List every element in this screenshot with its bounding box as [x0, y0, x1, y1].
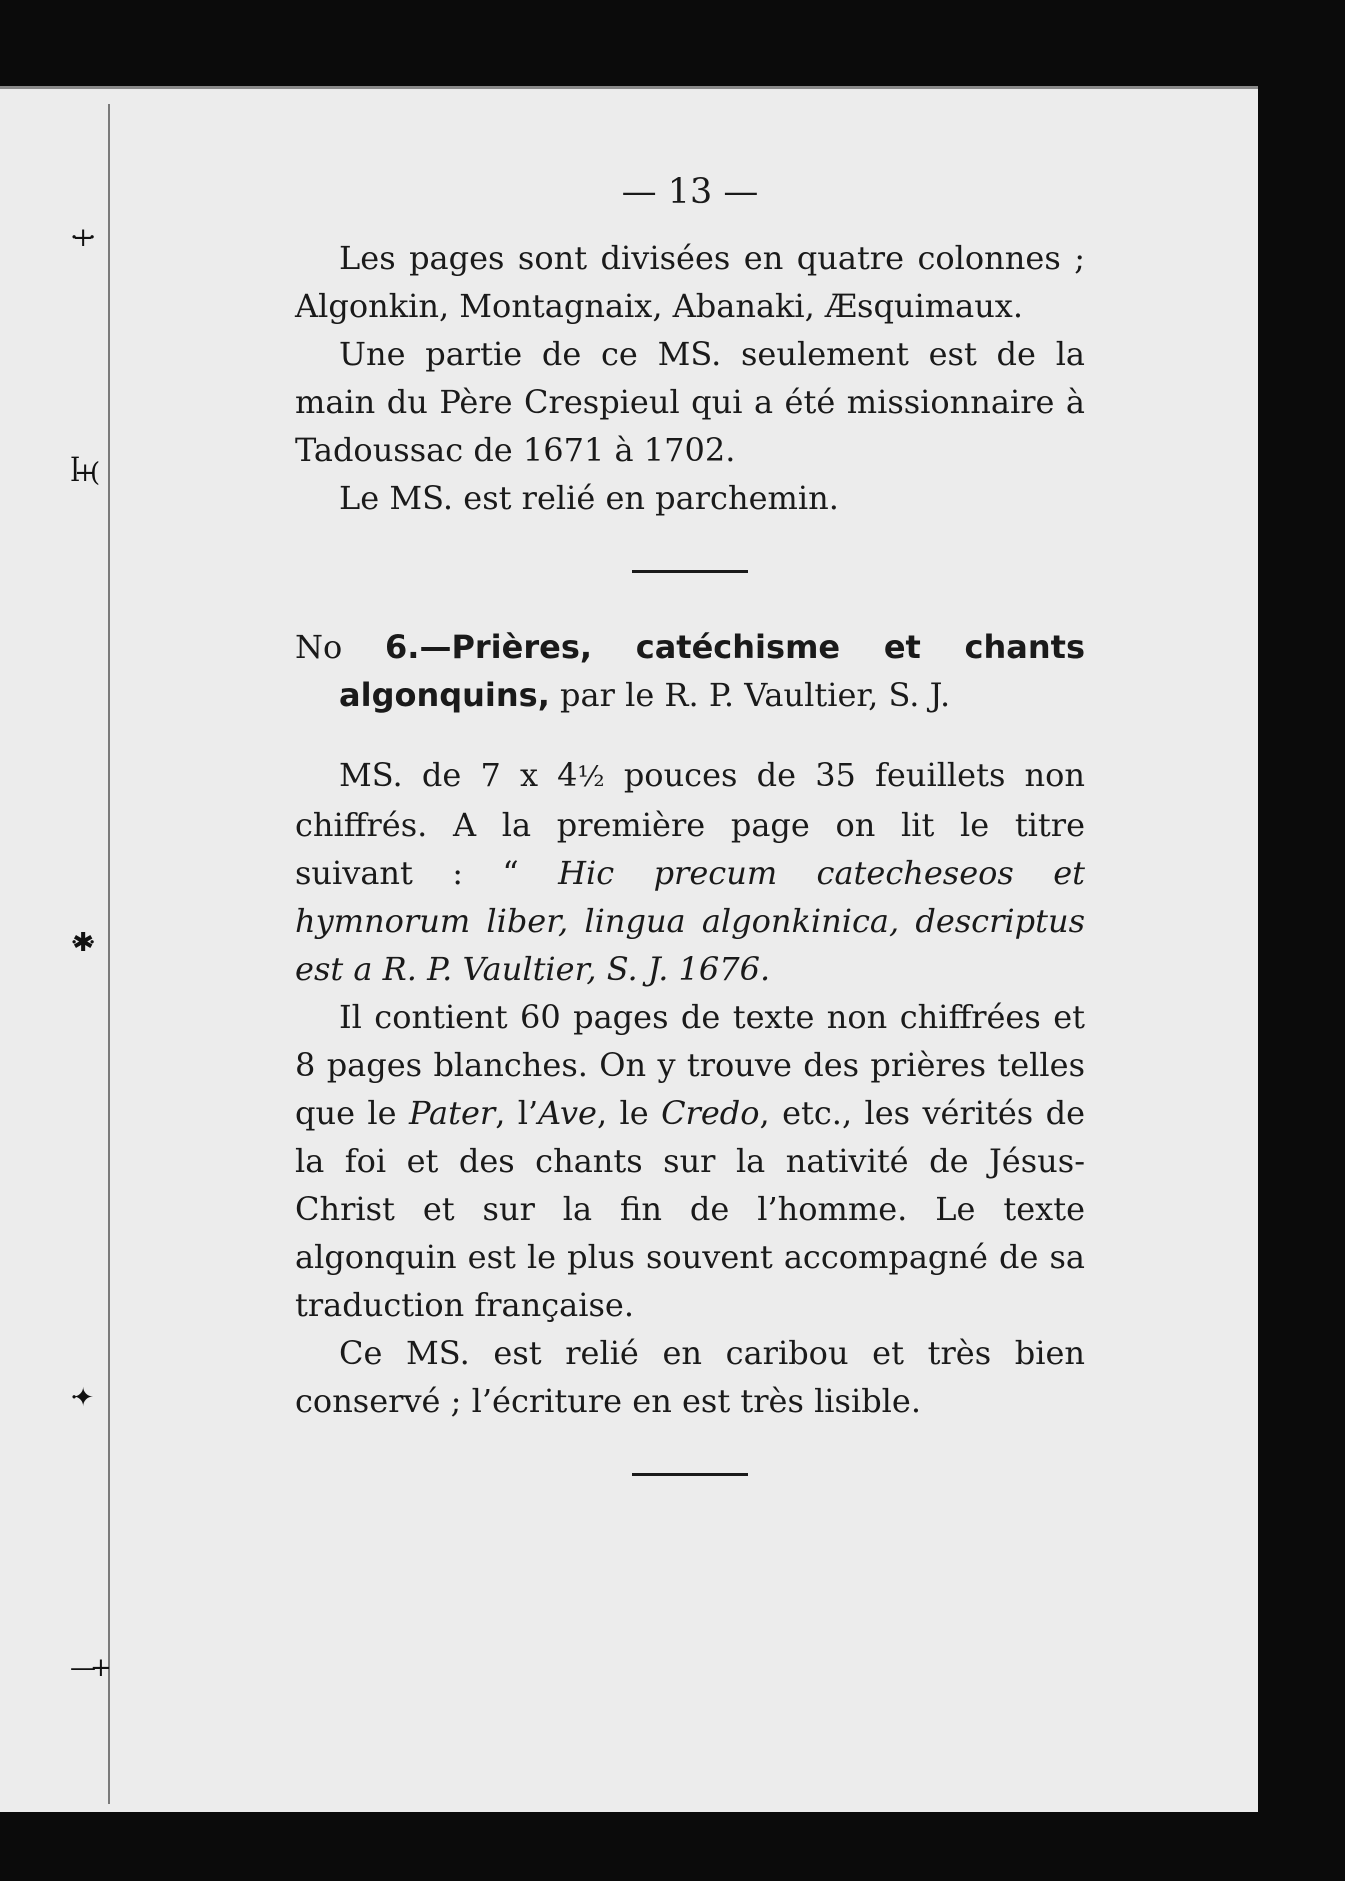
entry-author: par le R. P. Vaultier, S. J.: [549, 676, 951, 714]
italic-term: Pater: [408, 1094, 496, 1132]
book-page: [0, 86, 1258, 1812]
text-run: , etc., les vérités de la foi et des chants sur la nativité de Jésus-Christ et sur la fin de l’homme. Le texte algonquin est le plus souvent accompagné de sa traduction française.: [295, 1094, 1086, 1324]
paragraph: Le MS. est relié en parchemin.: [339, 479, 839, 517]
paragraph: Les pages sont divisées en quatre colonnes ; Algonkin, Montagnaix, Abanaki, Æsquimaux.: [295, 239, 1085, 325]
binding-mark: ꟾ+(: [70, 458, 95, 488]
paragraph: [295, 751, 1085, 993]
page-top-edge: [0, 86, 1258, 89]
binding-mark: —+: [70, 1653, 106, 1683]
text-run: pouces de 35 feuillets non chiffrés. A la première page on lit le titre suivant : “: [295, 756, 1086, 892]
fraction: ½: [577, 760, 605, 793]
section-divider: [632, 570, 748, 573]
entry-number-label: No: [295, 628, 386, 666]
entry-title: 6.—Prières, catéchisme et chants algonquins,: [339, 628, 1086, 714]
section-divider: [632, 1473, 748, 1476]
latin-title: Hic precum catecheseos et hymnorum liber, lingua algonkinica, descriptus est a R. P. Vaultier, S. J. 1676.: [295, 854, 1086, 988]
page-number: — 13 —: [621, 172, 759, 212]
paragraph: Ce MS. est relié en caribou et très bien conservé ; l’écriture en est très lisible.: [295, 1334, 1085, 1420]
binding-mark: ·✦: [70, 1383, 89, 1413]
entry-heading: [295, 623, 1085, 719]
text-run: MS. de 7 x 4: [339, 756, 578, 794]
page-content: [295, 172, 1085, 1526]
binding-mark: ·+·: [70, 223, 91, 253]
text-run: , l’: [495, 1094, 539, 1132]
italic-term: Ave: [538, 1094, 597, 1132]
italic-term: Credo: [661, 1094, 760, 1132]
text-run: , le: [596, 1094, 662, 1132]
text-run: Il contient 60 pages de texte non chiffrées et 8 pages blanches. On y trouve des prières telles que le: [295, 998, 1085, 1132]
paragraph: [295, 993, 1085, 1329]
binding-mark: ·✱·: [70, 928, 91, 958]
binding-line: [108, 104, 110, 1804]
paragraph: Une partie de ce MS. seulement est de la main du Père Crespieul qui a été missionnaire à Tadoussac de 1671 à 1702.: [295, 335, 1085, 469]
